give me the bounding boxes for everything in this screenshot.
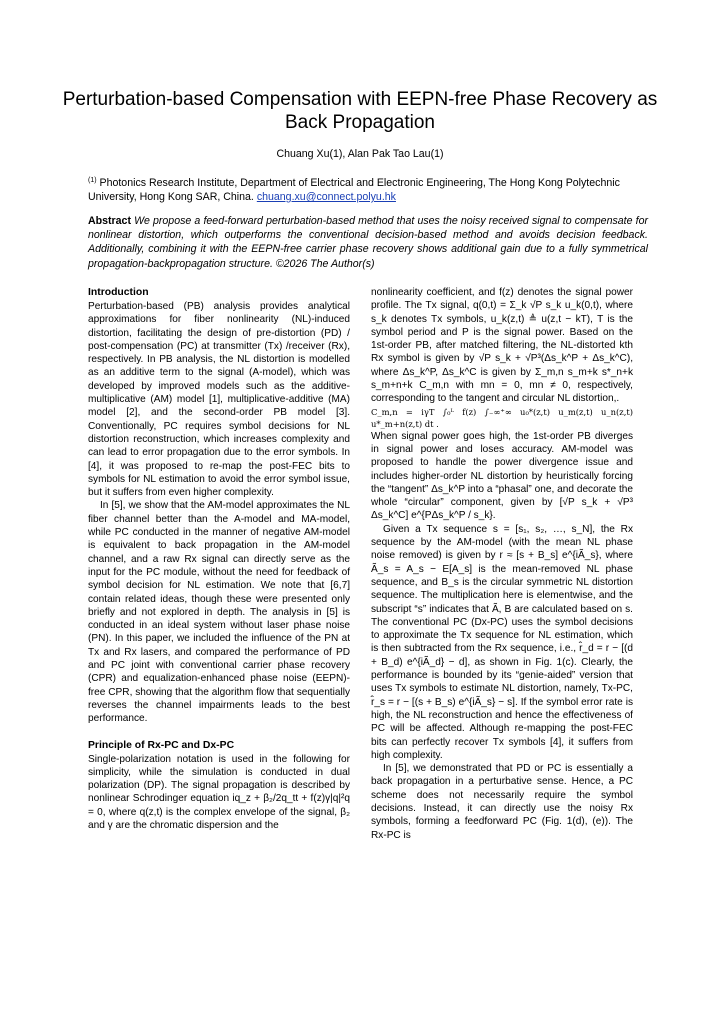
right-column bbox=[371, 286, 633, 842]
abstract-label: Abstract bbox=[88, 215, 131, 227]
author-line bbox=[60, 148, 660, 160]
affiliation bbox=[88, 176, 648, 204]
right-paragraph-4: In [5], we demonstrated that PD or PC is essentially a back propagation in a perturbative sense. Hence, a PC scheme does not necessarily require the symbol decisions. Instead, it can directly use the noisy Rx symbols, forming a feedforward PC (Fig. 1(d), (e)). The Rx-PC is bbox=[371, 763, 633, 841]
right-paragraph-3: Given a Tx sequence s = [s₁, s₂, …, s_N], the Rx sequence by the AM-model (with the mean NL phase noise removed) is given by r ≈ [s + B_s] e^{iÃ_s}, where Ã_s = A_s − E[A_s] is the mean-removed NL phase sequence, and B_s is the circular symmetric NL distortion sequence. The multiplication here is elementwise, and the subscript “s” indicates that Ã, B are calculated based on s. The conventional PC (Dx-PC) uses the symbol decisions to approximate the Tx sequence for NL estimation, which is then subtracted from the Rx sequence, i.e., r̂_d = r − [(d + B_d) e^{iÃ_d} − d], as shown in Fig. 1(c). Clearly, the performance is bounded by its “genie-aided” version that uses Tx symbols to estimate NL distortion, namely, Tx-PC, r̂_s = r − [(s + B_s) e^{iÃ_s} − s]. If the symbol error rate is high, the NL reconstruction and hence the effectiveness of PC will be affected. Although re-mapping the post-FEC bits can perfectly recover Tx symbols [4], it suffers from high complexity. bbox=[371, 523, 633, 761]
affiliation-text: Photonics Research Institute, Department of Electrical and Electronic Engineering, The Hong Kong Polytechnic University, Hong Kong SAR, China. bbox=[88, 177, 620, 203]
paper-title: Perturbation-based Compensation with EEPN-free Phase Recovery as Back Propagation bbox=[62, 89, 658, 133]
right-paragraph-1: nonlinearity coefficient, and f(z) denotes the signal power profile. The Tx signal, q(0,t) = Σ_k √P s_k u_k(0,t), where s_k denotes Tx symbols, u_k(z,t) ≜ u(z,t − kT), T is the symbol period and P is the signal power. Based on the 1st-order PB, after matched filtering, the NL-distorted kth Rx symbol is given by √P s_k + √P³(Δs_k^P + Δs_k^C), where Δs_k^P, Δs_k^C is given by Σ_m,n s_m+k s*_n+k s_m+n+k C_m,n with mn = 0, mn ≠ 0, respectively, corresponding to the tangent and circular NL distortion,. bbox=[371, 287, 633, 405]
affiliation-marker: (1) bbox=[88, 177, 97, 184]
left-column bbox=[88, 286, 350, 832]
intro-paragraph-1: Perturbation-based (PB) analysis provides analytical approximations for fiber nonlinearity (NL)-induced distortion, facilitating the design of pre-distortion (PD) / post-compensation (PC) at transmitter (Tx) /receiver (Rx), respectively. In PB analysis, the NL distortion is modelled as an additive term to the signal (A-model), which was developed by improved models such as the additive-multiplicative (AM) model [1], multiplicative-additive (MA) model [2], and the second-order PB model [3]. Conventionally, PC requires symbol decisions for NL distortion reconstruction, which increases complexity and can lead to error propagation due to the error symbols. In [4], it was proposed to re-map the post-FEC bits to symbols for NL estimation to avoid the error symbol issue, but it suffers from even higher complexity. bbox=[88, 301, 350, 499]
coefficient-equation: C_m,n = iγT ∫₀ᴸ f(z) ∫₋∞⁺∞ u₀*(z,t) u_m(z,t) u_n(z,t) u*_m+n(z,t) dt . bbox=[371, 406, 633, 429]
right-paragraph-2: When signal power goes high, the 1st-order PB diverges in signal power and loses accuracy. AM-model was proposed to handle the power divergence issue and includes higher-order NL distortion by heuristically forcing the “tangent” Δs_k^P into a “phasal” one, and decorate the whole “circular” component, given by [√P s_k + √P³ Δs_k^C] e^{PΔs_k^P / s_k}. bbox=[371, 430, 633, 522]
author-names: Chuang Xu(1), Alan Pak Tao Lau(1) bbox=[276, 148, 444, 160]
intro-heading: Introduction bbox=[88, 287, 149, 298]
principle-heading: Principle of Rx-PC and Dx-PC bbox=[88, 739, 235, 751]
abstract-text: We propose a feed-forward perturbation-based method that uses the noisy received signal to compensate for nonlinear distortion, which outperforms the conventional decision-based method and avoids decision feedback. Additionally, combining it with the EEPN-free carrier phase recovery shows additional gain due to a fully symmetrical propagation-backpropagation structure. ©2026 The Author(s) bbox=[88, 215, 648, 270]
abstract bbox=[88, 214, 648, 271]
email-link[interactable]: chuang.xu@connect.polyu.hk bbox=[256, 191, 396, 203]
section-gap bbox=[88, 726, 350, 739]
principle-paragraph-1: Single-polarization notation is used in the following for simplicity, while the simulation is conducted in dual polarization (DP). The signal propagation is described by nonlinear Schrodinger equation iq_z + β₂/2q_tt + f(z)γ|q|²q = 0, where q(z,t) is the complex envelope of the signal, β₂ and γ are the chromatic dispersion and the bbox=[88, 753, 350, 831]
intro-paragraph-2: In [5], we show that the AM-model approximates the NL fiber channel better than the A-model and MA-model, while PC conducted in the manner of negative AM-model is equivalent to back propagation in the AM-model channel, and a raw Rx signal can directly serve as the input for the PC module, without the need for feedback of symbol decision for NL estimation. We note that [6,7] contain related ideas, though these were presented only briefly and not explored in depth. The analysis in [5] is conducted in an ideal system without laser phase noise (PN). In this paper, we included the influence of the PN at Tx and Rx lasers, and compared the performance of PD and PC joint with conventional carrier phase recovery (CPR) and equalization-enhanced phase noise (EEPN)-free CPR, showing that the algorithm flow that sequentially reverses the channel impairments leads to the best performance. bbox=[88, 500, 350, 725]
